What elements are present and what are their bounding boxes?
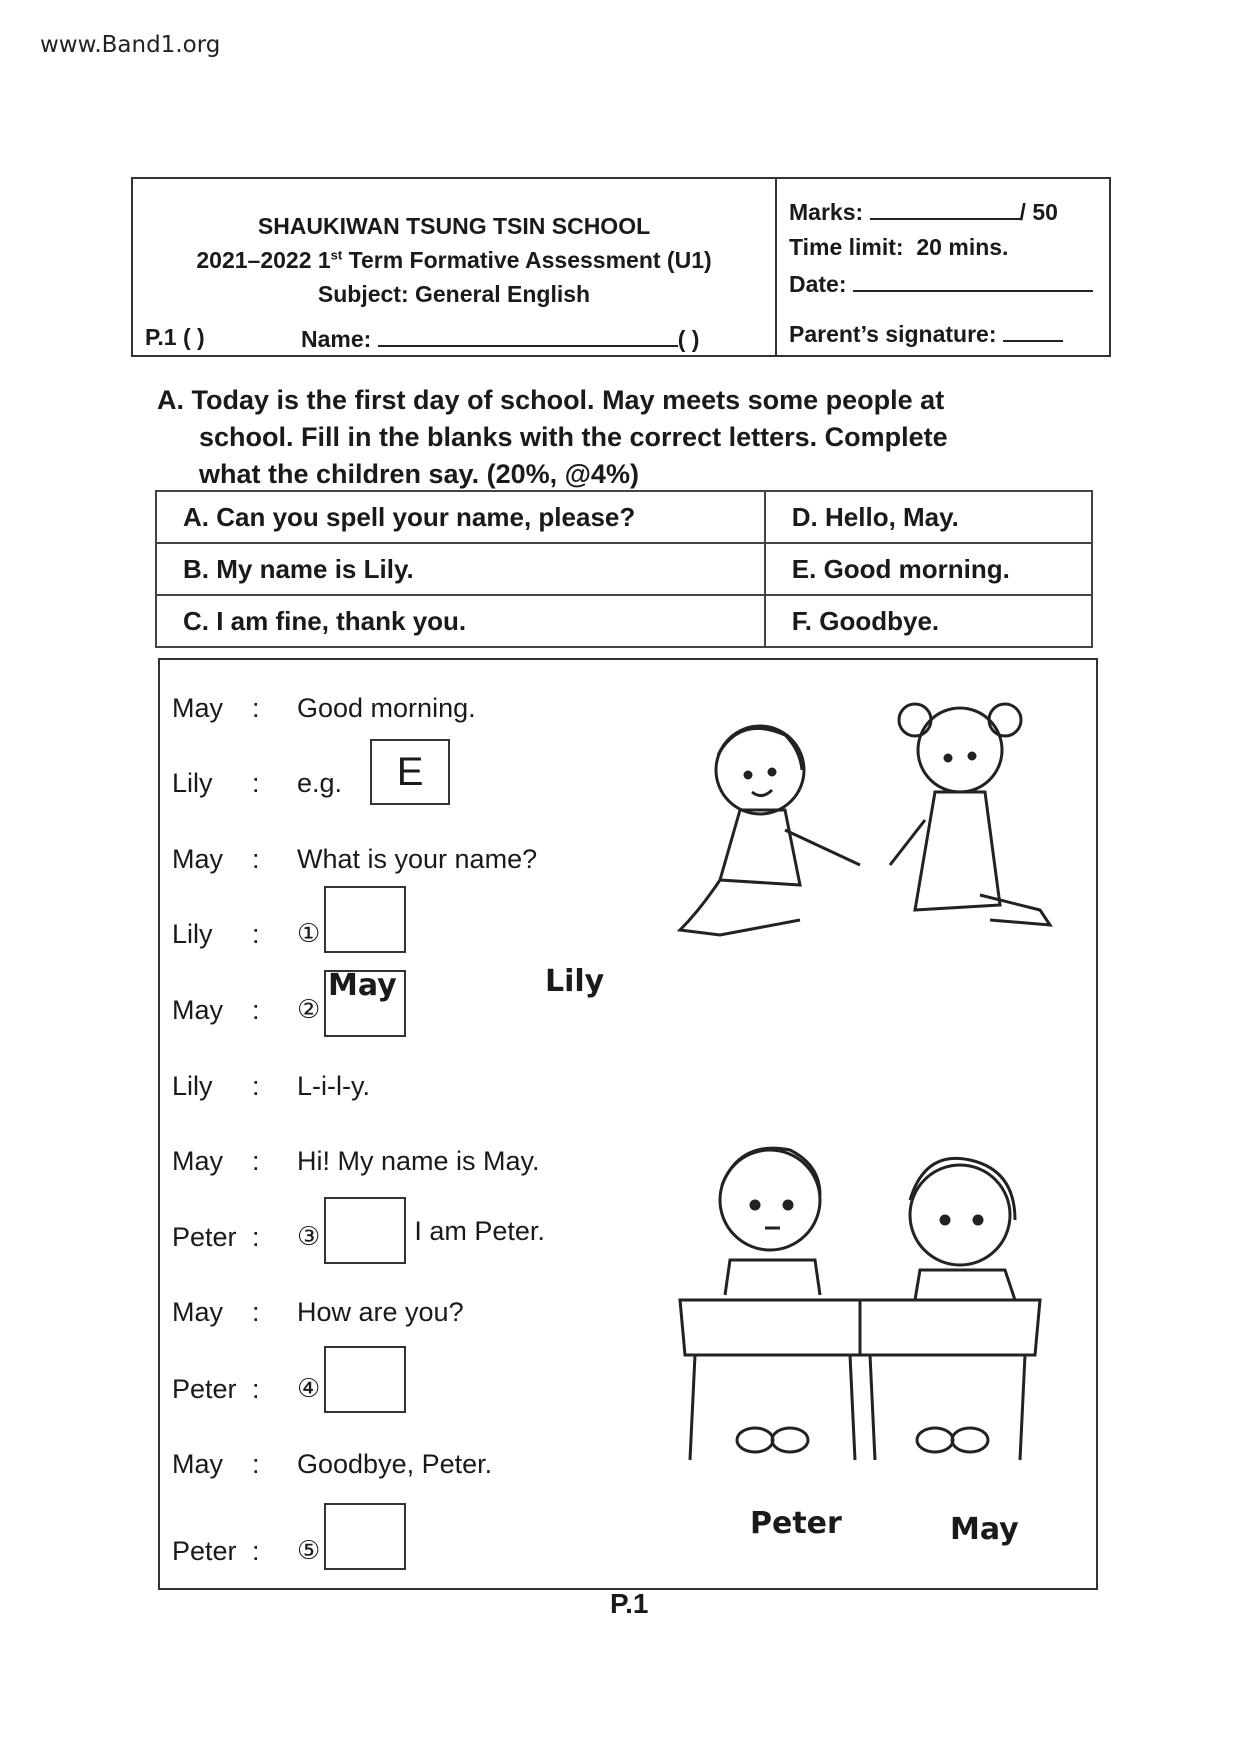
example-answer-box: E [370, 739, 450, 805]
instruction-line: A. Today is the first day of school. May meets some people at [157, 385, 945, 415]
line-text: Good morning. [297, 692, 476, 723]
dialogue-line: May : ② [172, 990, 406, 1030]
instruction-line: school. Fill in the blanks with the correct letters. Complete [199, 422, 948, 452]
dialogue-line: Lily : ① [172, 914, 406, 954]
answer-box-1[interactable] [324, 886, 406, 953]
options-table [155, 490, 1093, 648]
dialogue-line: Peter : ③ I am Peter. [172, 1217, 545, 1257]
instructions [157, 382, 1097, 493]
speaker: May [172, 1145, 224, 1176]
picture-label: Peter [750, 1506, 842, 1541]
option: F. Goodbye. [765, 595, 1092, 647]
illustration-peter-may [670, 1120, 1070, 1520]
dialogue-line: May : Goodbye, Peter. [172, 1448, 493, 1479]
line-text: How are you? [297, 1296, 464, 1327]
line-text: I am Peter. [414, 1215, 545, 1246]
illustration-may-lily [660, 680, 1080, 980]
question-number: ④ [297, 1374, 321, 1404]
question-number: ⑤ [297, 1536, 321, 1566]
example-label: e.g. [297, 767, 343, 798]
speaker: Peter [172, 1373, 237, 1404]
line-text: L-i-l-y. [297, 1070, 370, 1101]
line-text: What is your name? [297, 843, 538, 874]
line-text: Hi! My name is May. [297, 1145, 540, 1176]
dialogue-line: Peter : ④ [172, 1369, 406, 1409]
dialogue-line: Lily : e.g. E [172, 763, 450, 803]
question-number: ② [297, 995, 321, 1025]
marks-field[interactable]: Marks: / 50 [789, 199, 1058, 225]
picture-label: May [328, 968, 397, 1003]
dialogue-line: May : Hi! My name is May. [172, 1145, 540, 1176]
line-text: Goodbye, Peter. [297, 1448, 493, 1479]
dialogue-line: May : Good morning. [172, 692, 476, 723]
question-number: ① [297, 919, 321, 949]
time-limit: Time limit: 20 mins. [789, 234, 1009, 260]
speaker: May [172, 1448, 224, 1479]
option: C. I am fine, thank you. [156, 595, 765, 647]
question-number: ③ [297, 1222, 321, 1252]
speaker: May [172, 1296, 224, 1327]
option: B. My name is Lily. [156, 543, 765, 595]
speaker: Lily [172, 1070, 213, 1101]
instruction-line: what the children say. (20%, @4%) [199, 459, 639, 489]
header-divider [775, 179, 777, 355]
speaker: May [172, 692, 224, 723]
speaker: Peter [172, 1535, 237, 1566]
dialogue-line: Peter : ⑤ [172, 1531, 406, 1571]
dialogue-line: May : What is your name? [172, 843, 538, 874]
answer-box-5[interactable] [324, 1503, 406, 1570]
subject: Subject: General English [317, 281, 591, 307]
watermark: www.Band1.org [40, 32, 221, 58]
date-field[interactable]: Date: [789, 271, 1093, 298]
dialogue-line: Lily : L-i-l-y. [172, 1070, 370, 1101]
picture-label: May [950, 1512, 1019, 1547]
picture-label: Lily [545, 964, 605, 999]
page-number: P.1 [610, 1588, 649, 1619]
speaker: May [172, 994, 224, 1025]
school-name: SHAUKIWAN TSUNG TSIN SCHOOL [257, 213, 651, 239]
speaker: Peter [172, 1221, 237, 1252]
option: A. Can you spell your name, please? [156, 491, 765, 543]
assessment-title: 2021–2022 1st Term Formative Assessment (U1) [196, 247, 712, 273]
class-label: P.1 ( ) [145, 324, 205, 350]
dialogue-line: May : How are you? [172, 1296, 464, 1327]
speaker: May [172, 843, 224, 874]
dialogue-box [158, 658, 1098, 1590]
speaker: Lily [172, 767, 213, 798]
header-box [131, 177, 1111, 357]
name-field[interactable]: Name: ( ) [301, 326, 700, 352]
option: E. Good morning. [765, 543, 1092, 595]
speaker: Lily [172, 918, 213, 949]
signature-field[interactable]: Parent’s signature: [789, 321, 1063, 348]
answer-box-3[interactable] [324, 1197, 406, 1264]
answer-box-4[interactable] [324, 1346, 406, 1413]
option: D. Hello, May. [765, 491, 1092, 543]
